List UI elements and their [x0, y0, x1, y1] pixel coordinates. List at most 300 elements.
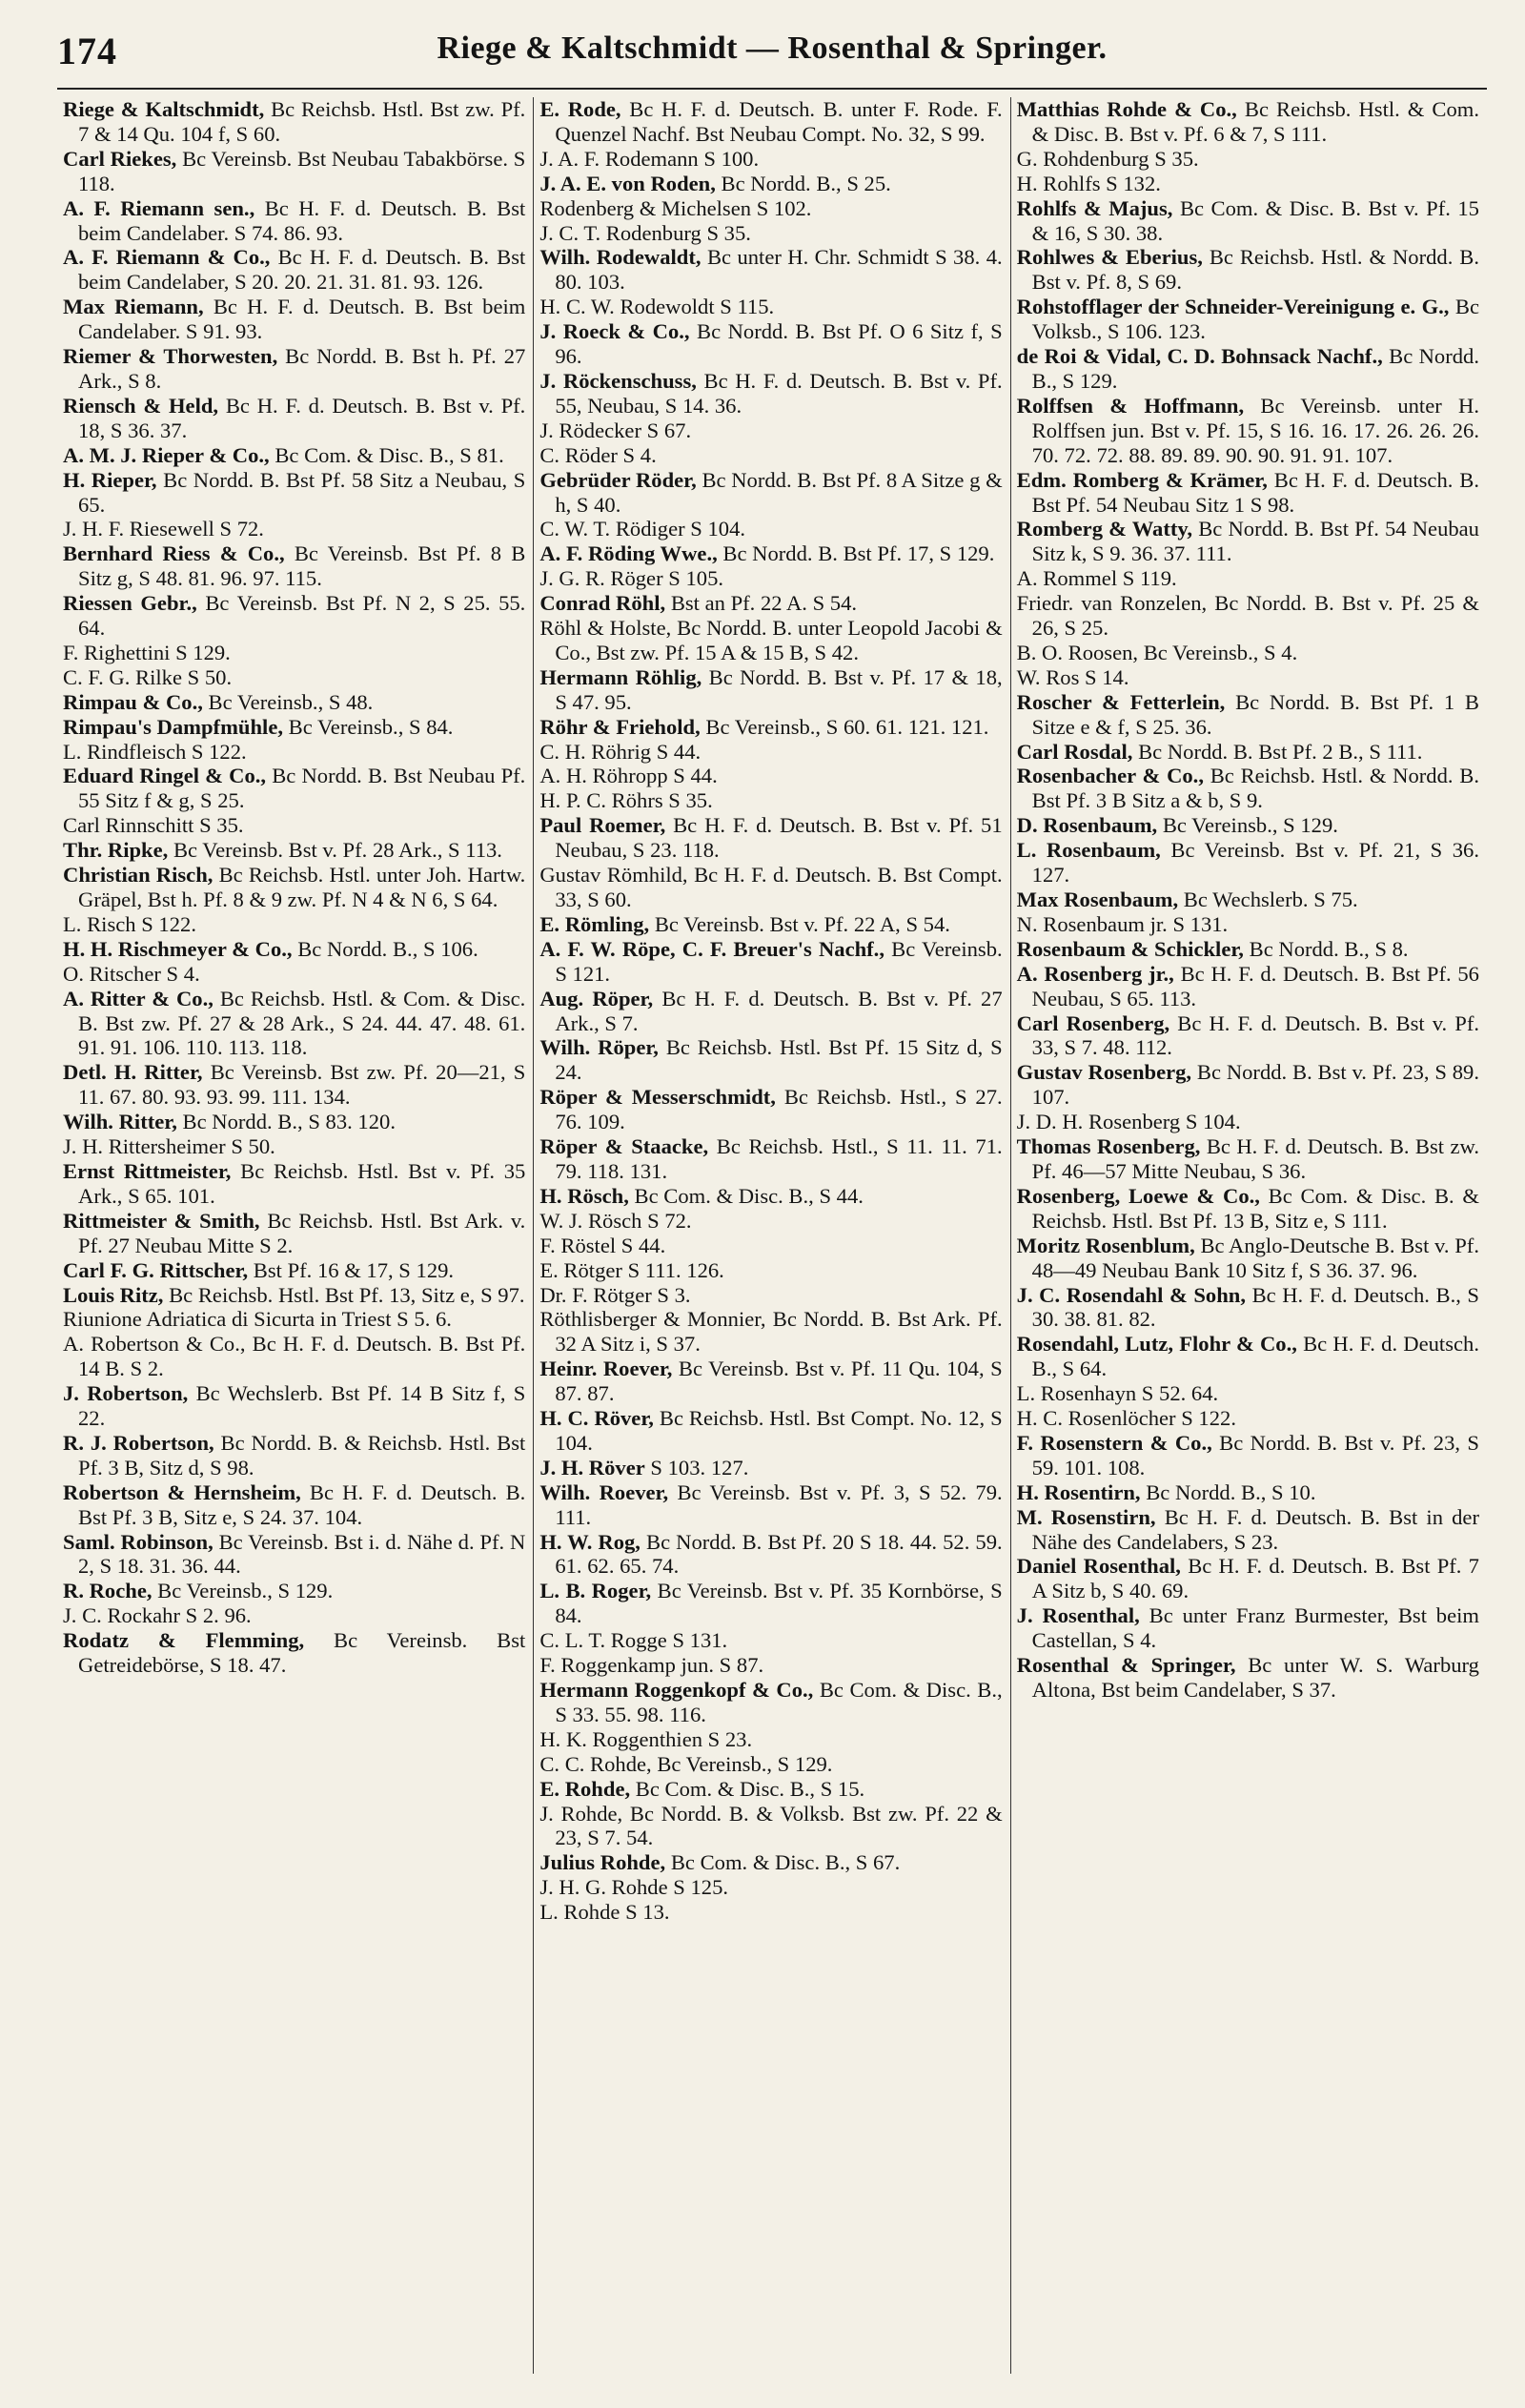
entry-name: Riensch & Held,	[63, 393, 219, 418]
entry-name: H. Rösch,	[539, 1183, 629, 1208]
entry-name: Ernst Rittmeister,	[63, 1158, 232, 1183]
directory-entry	[63, 295, 525, 344]
directory-entry	[539, 541, 1002, 566]
entry-text: Bc Nordd. B. Bst Pf. 58 Sitz a Neubau, S 65.	[78, 467, 526, 517]
entry-name: E. Römling,	[539, 911, 650, 936]
entry-text: J. G. R. Röger S 105.	[539, 566, 724, 591]
entry-name: Rimpau & Co.,	[63, 689, 203, 714]
directory-entry	[539, 1258, 1002, 1283]
directory-entry	[539, 1530, 1002, 1580]
entry-name: J. Roeck & Co.,	[539, 319, 690, 344]
directory-entry	[539, 1406, 1002, 1456]
entry-name: L. B. Roger,	[539, 1579, 652, 1603]
entry-name: A. M. J. Rieper & Co.,	[63, 442, 270, 467]
entry-name: Christian Risch,	[63, 863, 214, 888]
directory-entry	[539, 1875, 1002, 1900]
entry-text: H. Rohlfs S 132.	[1016, 171, 1161, 195]
entry-text: Bc Nordd. B. Bst v. Pf. 17 & 18, S 47. 95.	[555, 664, 1003, 714]
entry-text: Bc Vereinsb., S 129.	[157, 1579, 334, 1603]
entry-text: Bc Reichsb. Hstl. unter Joh. Hartw. Gräpel, Bst h. Pf. 8 & 9 zw. Pf. N 4 & N 6, S 64.	[78, 863, 526, 911]
entry-name: Rodatz & Flemming,	[63, 1628, 305, 1653]
entry-text: Bc Nordd. B. Bst Pf. O 6 Sitz f, S 96.	[555, 319, 1003, 369]
directory-entry	[63, 1480, 525, 1530]
directory-entry	[63, 1603, 525, 1628]
directory-entry	[1017, 1283, 1479, 1333]
directory-entry	[539, 517, 1002, 541]
entry-name: A. Ritter & Co.,	[63, 986, 214, 1010]
entry-text: C. C. Rohde, Bc Vereinsb., S 129.	[539, 1751, 833, 1776]
directory-entry	[1017, 394, 1479, 468]
directory-entry	[539, 616, 1002, 665]
entry-text: Bc H. F. d. Deutsch. B. Bst beim Candelaber, S 20. 20. 21. 31. 81. 93. 126.	[78, 245, 526, 295]
entry-text: Bc Nordd. B. & Reichsb. Hstl. Bst Pf. 3 B, Sitz d, S 98.	[78, 1430, 526, 1479]
entry-name: Julius Rohde,	[539, 1850, 666, 1875]
entry-text: Rodenberg & Michelsen S 102.	[539, 195, 812, 220]
entry-text: Bc Wechslerb. S 75.	[1183, 888, 1358, 911]
entry-text: J. A. F. Rodemann S 100.	[539, 146, 760, 171]
entry-text: Bc Vereinsb. Bst zw. Pf. 20—21, S 11. 67. 80. 93. 93. 99. 111. 134.	[78, 1060, 526, 1110]
entry-name: Carl Rosdal,	[1016, 739, 1133, 764]
entry-name: Thomas Rosenberg,	[1016, 1134, 1201, 1159]
entry-name: Gustav Rosenberg,	[1016, 1060, 1192, 1085]
directory-entry	[1017, 690, 1479, 740]
entry-text: L. Rohde S 13.	[539, 1900, 670, 1925]
directory-entry	[1017, 1110, 1479, 1134]
entry-text: J. Rödecker S 67.	[539, 418, 692, 442]
directory-entry	[539, 1283, 1002, 1308]
entry-text: Bc Vereinsb. Bst Getreidebörse, S 18. 47.	[78, 1628, 526, 1678]
directory-entry	[1017, 172, 1479, 196]
entry-text: Bc Nordd. B., S 129.	[1031, 344, 1479, 393]
directory-entry	[1017, 813, 1479, 838]
entry-name: Bernhard Riess & Co.,	[63, 541, 285, 566]
entry-text: Bc H. F. d. Deutsch. B. Bst Pf. 56 Neubau, S 65. 113.	[1031, 961, 1479, 1010]
directory-entry	[1017, 912, 1479, 937]
entry-text: Carl Rinnschitt S 35.	[63, 813, 244, 838]
entry-name: Paul Roemer,	[539, 813, 666, 838]
directory-entry	[1017, 1332, 1479, 1381]
entry-name: Aug. Röper,	[539, 986, 654, 1010]
directory-entry	[1017, 1653, 1479, 1703]
entry-text: E. Rötger S 111. 126.	[539, 1257, 724, 1282]
directory-entry	[1017, 1060, 1479, 1110]
directory-entry	[63, 1258, 525, 1283]
directory-entry	[63, 1159, 525, 1209]
directory-entry	[63, 1431, 525, 1480]
directory-entry	[1017, 888, 1479, 912]
entry-text: Bc H. F. d. Deutsch. B. Bst v. Pf. 33, S 7. 48. 112.	[1031, 1010, 1479, 1060]
directory-entry	[63, 690, 525, 715]
entry-name: F. Rosenstern & Co.,	[1016, 1430, 1212, 1455]
entry-text: H. K. Roggenthien S 23.	[539, 1726, 753, 1751]
directory-entry	[1017, 1406, 1479, 1431]
entry-text: Bc Com. & Disc. B. & Reichsb. Hstl. Bst Pf. 13 B, Sitz e, S 111.	[1031, 1183, 1479, 1233]
entry-text: Bc Reichsb. Hstl. Bst v. Pf. 35 Ark., S 65. 101.	[78, 1158, 526, 1208]
entry-text: Bc H. F. d. Deutsch. B. Bst v. Pf. 51 Neubau, S 23. 118.	[555, 813, 1003, 863]
entry-name: Wilh. Rodewaldt,	[539, 245, 702, 270]
entry-name: Conrad Röhl,	[539, 591, 666, 616]
directory-entry	[1017, 740, 1479, 765]
directory-entry	[63, 962, 525, 987]
entry-text: Bc H. F. d. Deutsch. B. Bst v. Pf. 55, Neubau, S 14. 36.	[555, 368, 1003, 418]
directory-entry	[539, 1653, 1002, 1678]
entry-name: Rohstofflager der Schneider-Vereinigung e. G.,	[1016, 295, 1450, 319]
entry-text: Bc H. F. d. Deutsch. B., S 30. 38. 81. 82.	[1031, 1282, 1479, 1332]
entry-text: Bc Vereinsb. unter H. Rolffsen jun. Bst v. Pf. 15, S 16. 16. 17. 26. 26. 26. 70. 72. 72. 88. 89. 89. 90. 90. 91. 91. 107.	[1031, 393, 1479, 467]
entry-text: Bc Nordd. B., S 25.	[721, 171, 891, 195]
entry-text: Bc H. F. d. Deutsch. B., S 64.	[1031, 1332, 1479, 1381]
entry-name: Heinr. Roever,	[539, 1357, 673, 1381]
entry-text: C. L. T. Rogge S 131.	[539, 1628, 728, 1653]
entry-text: Bc Nordd. B. Bst Pf. 17, S 129.	[722, 541, 995, 566]
entry-text: Bc Vereinsb., S 84.	[288, 714, 454, 739]
directory-entry	[539, 1085, 1002, 1134]
page-header	[57, 21, 1487, 78]
entry-name: J. H. Röver	[539, 1455, 645, 1479]
entry-name: Max Rosenbaum,	[1016, 888, 1179, 911]
entry-text: Bc Vereinsb. Bst Neubau Tabakbörse. S 118.	[78, 146, 526, 195]
entry-text: Bc Nordd. B. Bst v. Pf. 23, S 59. 101. 108.	[1031, 1430, 1479, 1479]
entry-name: Daniel Rosenthal,	[1016, 1554, 1181, 1579]
entry-text: Bc Vereinsb. Bst Pf. 8 B Sitz g, S 48. 81. 96. 97. 115.	[78, 541, 526, 591]
directory-entry	[539, 1480, 1002, 1530]
entry-text: Bc Nordd. B., S 83. 120.	[182, 1110, 396, 1134]
columns	[57, 97, 1487, 2374]
entry-text: Bc Vereinsb. Bst v. Pf. 3, S 52. 79. 111.	[555, 1479, 1003, 1529]
directory-entry	[63, 443, 525, 468]
directory-entry	[63, 1628, 525, 1678]
directory-entry	[63, 1134, 525, 1159]
entry-text: Bc Reichsb. Hstl. & Nordd. B. Bst Pf. 3 B Sitz a & b, S 9.	[1031, 764, 1479, 813]
entry-name: Carl Riekes,	[63, 146, 177, 171]
column-2	[533, 97, 1009, 2374]
directory-entry	[539, 418, 1002, 443]
entry-name: Röper & Staacke,	[539, 1134, 709, 1159]
entry-text: Riunione Adriatica di Sicurta in Triest S 5. 6.	[63, 1307, 452, 1332]
directory-entry	[63, 1307, 525, 1332]
entry-name: Wilh. Ritter,	[63, 1110, 177, 1134]
entry-name: Rohlfs & Majus,	[1016, 195, 1173, 220]
entry-text: Bc Reichsb. Hstl. & Com. & Disc. B. Bst v. Pf. 6 & 7, S 111.	[1031, 97, 1479, 146]
directory-entry	[1017, 468, 1479, 518]
entry-text: S 103. 127.	[650, 1455, 749, 1479]
entry-name: E. Rohde,	[539, 1776, 631, 1801]
entry-name: de Roi & Vidal, C. D. Bohnsack Nachf.,	[1016, 344, 1383, 369]
entry-name: D. Rosenbaum,	[1016, 813, 1158, 838]
directory-entry	[539, 740, 1002, 765]
directory-entry	[539, 1184, 1002, 1209]
directory-entry	[539, 1850, 1002, 1875]
directory-entry	[1017, 1234, 1479, 1283]
entry-text: Bst an Pf. 22 A. S 54.	[670, 591, 858, 616]
directory-entry	[63, 147, 525, 196]
entry-name: A. F. Riemann & Co.,	[63, 245, 271, 270]
entry-text: F. Righettini S 129.	[63, 640, 231, 664]
entry-text: Friedr. van Ronzelen, Bc Nordd. B. Bst v. Pf. 25 & 26, S 25.	[1016, 591, 1479, 641]
entry-text: J. C. T. Rodenburg S 35.	[539, 220, 751, 245]
directory-entry	[63, 764, 525, 813]
directory-entry	[539, 1777, 1002, 1802]
entry-name: Eduard Ringel & Co.,	[63, 764, 267, 788]
directory-entry	[1017, 295, 1479, 344]
entry-text: Bc H. F. d. Deutsch. B. unter F. Rode. F. Quenzel Nachf. Bst Neubau Compt. No. 32, S 99.	[555, 97, 1003, 146]
directory-entry	[539, 987, 1002, 1036]
directory-entry	[1017, 838, 1479, 888]
directory-entry	[539, 221, 1002, 246]
entry-text: Bc Com. & Disc. B., S 15.	[635, 1776, 865, 1801]
running-title: Riege & Kaltschmidt — Rosenthal & Springer.	[437, 31, 1108, 66]
entry-name: Detl. H. Ritter,	[63, 1060, 203, 1085]
directory-entry	[63, 987, 525, 1061]
entry-text: J. Rohde, Bc Nordd. B. & Volksb. Bst zw. Pf. 22 & 23, S 7. 54.	[539, 1801, 1003, 1850]
entry-text: J. C. Rockahr S 2. 96.	[63, 1603, 252, 1628]
entry-text: W. Ros S 14.	[1016, 664, 1129, 689]
entry-text: Bc Volksb., S 106. 123.	[1031, 295, 1479, 344]
entry-text: Bc H. F. d. Deutsch. B. Bst v. Pf. 27 Ark., S 7.	[555, 986, 1003, 1035]
directory-entry	[1017, 641, 1479, 665]
entry-text: Gustav Römhild, Bc H. F. d. Deutsch. B. Bst Compt. 33, S 60.	[539, 863, 1003, 911]
directory-entry	[539, 245, 1002, 295]
entry-name: Wilh. Röper,	[539, 1035, 659, 1060]
directory-entry	[1017, 566, 1479, 591]
directory-entry	[539, 468, 1002, 518]
directory-entry	[539, 147, 1002, 172]
entry-text: Bc Com. & Disc. B., S 33. 55. 98. 116.	[555, 1678, 1003, 1726]
entry-text: C. H. Röhrig S 44.	[539, 739, 702, 764]
entry-name: H. Rieper,	[63, 467, 157, 492]
entry-name: Rosendahl, Lutz, Flohr & Co.,	[1016, 1332, 1297, 1357]
directory-entry	[539, 937, 1002, 987]
entry-name: Hermann Roggenkopf & Co.,	[539, 1678, 814, 1702]
entry-text: Bc unter H. Chr. Schmidt S 38. 4. 80. 103.	[555, 245, 1003, 295]
entry-text: C. Röder S 4.	[539, 442, 657, 467]
directory-entry	[63, 1060, 525, 1110]
entry-text: J. D. H. Rosenberg S 104.	[1016, 1110, 1241, 1134]
directory-entry	[539, 1579, 1002, 1628]
entry-text: Bc Vereinsb., S 129.	[1162, 813, 1338, 838]
entry-name: H. H. Rischmeyer & Co.,	[63, 936, 293, 961]
directory-entry	[63, 468, 525, 518]
entry-name: R. J. Robertson,	[63, 1430, 214, 1455]
directory-entry	[63, 245, 525, 295]
entry-name: Rosenthal & Springer,	[1016, 1653, 1236, 1678]
entry-text: J. H. F. Riesewell S 72.	[63, 517, 264, 541]
directory-entry	[539, 319, 1002, 369]
entry-text: B. O. Roosen, Bc Vereinsb., S 4.	[1016, 640, 1298, 664]
entry-text: Bc Nordd. B. Bst Pf. 2 B., S 111.	[1138, 739, 1423, 764]
entry-name: Saml. Robinson,	[63, 1529, 214, 1554]
entry-text: Bc H. F. d. Deutsch. B. Bst zw. Pf. 46—57 Mitte Neubau, S 36.	[1031, 1134, 1479, 1183]
entry-text: J. H. G. Rohde S 125.	[539, 1875, 729, 1900]
entry-text: Röthlisberger & Monnier, Bc Nordd. B. Bst Ark. Pf. 32 A Sitz i, S 37.	[539, 1307, 1003, 1357]
entry-text: A. Rommel S 119.	[1016, 566, 1177, 591]
entry-text: W. J. Rösch S 72.	[539, 1208, 692, 1233]
entry-text: Bc Reichsb. Hstl. & Nordd. B. Bst v. Pf. 8, S 69.	[1031, 245, 1479, 295]
directory-entry	[1017, 1184, 1479, 1234]
entry-text: Bc Reichsb. Hstl. Bst Pf. 15 Sitz d, S 24.	[555, 1035, 1003, 1085]
directory-entry	[1017, 1011, 1479, 1061]
entry-text: Bc H. F. d. Deutsch. B. Bst beim Candelaber. S 74. 86. 93.	[78, 195, 526, 245]
entry-name: Röhr & Friehold,	[539, 714, 701, 739]
directory-entry	[63, 1381, 525, 1431]
entry-text: C. W. T. Rödiger S 104.	[539, 517, 746, 541]
directory-entry	[1017, 1134, 1479, 1184]
entry-text: Dr. F. Rötger S 3.	[539, 1282, 691, 1307]
entry-name: Röper & Messerschmidt,	[539, 1085, 776, 1110]
entry-name: Rosenberg, Loewe & Co.,	[1016, 1183, 1260, 1208]
directory-entry	[63, 641, 525, 665]
entry-name: M. Rosenstirn,	[1016, 1504, 1156, 1529]
directory-entry	[1017, 1505, 1479, 1555]
directory-entry	[539, 1678, 1002, 1727]
entry-name: Carl F. G. Rittscher,	[63, 1257, 249, 1282]
entry-name: A. F. W. Röpe, C. F. Breuer's Nachf.,	[539, 936, 884, 961]
entry-text: Bc Nordd. B. Bst Pf. 8 A Sitze g & h, S 40.	[555, 467, 1003, 517]
entry-text: Bc Vereinsb. Bst v. Pf. 11 Qu. 104, S 87. 87.	[555, 1357, 1003, 1406]
entry-text: Bc H. F. d. Deutsch. B. Bst Pf. 7 A Sitz b, S 40. 69.	[1031, 1554, 1479, 1603]
entry-text: Bc Com. & Disc. B. Bst v. Pf. 15 & 16, S 30. 38.	[1031, 195, 1479, 245]
entry-text: Bc Reichsb. Hstl. Bst Compt. No. 12, S 104.	[555, 1406, 1003, 1455]
entry-text: Bc Nordd. B. Bst Neubau Pf. 55 Sitz f & g, S 25.	[78, 764, 526, 813]
directory-entry	[63, 715, 525, 740]
entry-name: Moritz Rosenblum,	[1016, 1233, 1195, 1257]
entry-name: Riege & Kaltschmidt,	[63, 97, 265, 121]
directory-entry	[1017, 196, 1479, 246]
directory-entry	[1017, 1480, 1479, 1505]
directory-entry	[539, 443, 1002, 468]
directory-entry	[539, 863, 1002, 912]
entry-name: J. Robertson,	[63, 1381, 189, 1406]
directory-entry	[63, 591, 525, 641]
entry-name: Rosenbaum & Schickler,	[1016, 936, 1244, 961]
entry-name: Roscher & Fetterlein,	[1016, 689, 1226, 714]
directory-entry	[63, 196, 525, 246]
entry-text: Bc unter Franz Burmester, Bst beim Castellan, S 4.	[1031, 1603, 1479, 1653]
directory-entry	[539, 196, 1002, 221]
entry-name: Max Riemann,	[63, 295, 204, 319]
directory-entry	[63, 97, 525, 147]
entry-name: Rimpau's Dampfmühle,	[63, 714, 283, 739]
entry-text: Bc Nordd. B. Bst v. Pf. 23, S 89. 107.	[1031, 1060, 1479, 1110]
directory-entry	[1017, 245, 1479, 295]
directory-entry	[63, 541, 525, 591]
entry-text: H. P. C. Röhrs S 35.	[539, 788, 713, 813]
entry-name: Rohlwes & Eberius,	[1016, 245, 1203, 270]
entry-text: Bc Reichsb. Hstl. Bst Pf. 13, Sitz e, S 97.	[169, 1282, 525, 1307]
entry-text: F. Roggenkamp jun. S 87.	[539, 1653, 764, 1678]
directory-entry	[539, 1234, 1002, 1258]
entry-name: Matthias Rohde & Co.,	[1016, 97, 1237, 121]
directory-entry	[539, 591, 1002, 616]
entry-text: Bc Vereinsb. Bst v. Pf. 28 Ark., S 113.	[173, 838, 502, 863]
directory-entry	[63, 813, 525, 838]
entry-name: Romberg & Watty,	[1016, 517, 1193, 541]
entry-text: Bc Com. & Disc. B., S 44.	[634, 1183, 864, 1208]
entry-name: Rittmeister & Smith,	[63, 1208, 260, 1233]
entry-text: Bc Vereinsb. S 121.	[555, 936, 1003, 986]
directory-entry	[539, 1900, 1002, 1925]
directory-entry	[539, 97, 1002, 147]
directory-entry	[1017, 764, 1479, 813]
entry-text: Bc Vereinsb. Bst i. d. Nähe d. Pf. N 2, S 18. 31. 36. 44.	[78, 1529, 526, 1579]
entry-name: Gebrüder Röder,	[539, 467, 697, 492]
entry-text: G. Rohdenburg S 35.	[1016, 146, 1199, 171]
directory-entry	[539, 912, 1002, 937]
entry-name: H. W. Rog,	[539, 1529, 640, 1554]
directory-entry	[1017, 517, 1479, 566]
directory-entry	[1017, 147, 1479, 172]
directory-entry	[539, 1035, 1002, 1085]
directory-entry	[539, 566, 1002, 591]
entry-text: Bc Reichsb. Hstl., S 27. 76. 109.	[555, 1085, 1003, 1134]
entry-text: F. Röstel S 44.	[539, 1233, 666, 1257]
directory-entry	[539, 1357, 1002, 1406]
entry-text: Bc Nordd. B. Bst Pf. 54 Neubau Sitz k, S 9. 36. 37. 111.	[1031, 517, 1479, 566]
entry-name: Edm. Romberg & Krämer,	[1016, 467, 1268, 492]
entry-text: Bc Nordd. B. Bst Pf. 20 S 18. 44. 52. 59. 61. 62. 65. 74.	[555, 1529, 1003, 1579]
directory-entry	[63, 394, 525, 443]
entry-text: Bc Reichsb. Hstl. Bst Ark. v. Pf. 27 Neubau Mitte S 2.	[78, 1208, 526, 1257]
entry-text: Bc Nordd. B., S 106.	[297, 936, 478, 961]
entry-name: Wilh. Roever,	[539, 1479, 669, 1504]
entry-text: Bc Vereinsb. Bst v. Pf. 22 A, S 54.	[654, 911, 950, 936]
entry-text: A. H. Röhropp S 44.	[539, 764, 718, 788]
column-3	[1010, 97, 1487, 2374]
entry-name: Thr. Ripke,	[63, 838, 169, 863]
entry-text: Bc Vereinsb. Bst v. Pf. 35 Kornbörse, S 84.	[555, 1579, 1003, 1628]
directory-entry	[539, 788, 1002, 813]
entry-name: Robertson & Hernsheim,	[63, 1479, 301, 1504]
directory-entry	[539, 295, 1002, 319]
directory-entry	[539, 172, 1002, 196]
entry-text: Bc H. F. d. Deutsch. B. Bst v. Pf. 18, S 36. 37.	[78, 393, 526, 442]
directory-entry	[539, 813, 1002, 863]
entry-text: H. C. Rosenlöcher S 122.	[1016, 1406, 1236, 1431]
entry-text: Bc Nordd. B., S 8.	[1249, 936, 1409, 961]
directory-entry	[1017, 1603, 1479, 1653]
entry-text: O. Ritscher S 4.	[63, 961, 200, 986]
directory-entry	[63, 344, 525, 394]
directory-entry	[539, 1134, 1002, 1184]
entry-name: E. Rode,	[539, 97, 621, 121]
directory-entry	[539, 764, 1002, 788]
directory-entry	[539, 665, 1002, 715]
directory-entry	[539, 1802, 1002, 1851]
directory-entry	[1017, 1554, 1479, 1603]
entry-text: Bc Nordd. B., S 10.	[1146, 1479, 1316, 1504]
directory-entry	[539, 1209, 1002, 1234]
entry-name: Rosenbacher & Co.,	[1016, 764, 1204, 788]
directory-entry	[539, 1456, 1002, 1480]
directory-entry	[1017, 1431, 1479, 1480]
entry-text: C. F. G. Rilke S 50.	[63, 664, 233, 689]
entry-text: Bc H. F. d. Deutsch. B. Bst beim Candelaber. S 91. 93.	[78, 295, 526, 344]
entry-name: A. F. Röding Wwe.,	[539, 541, 718, 566]
entry-text: Bc Com. & Disc. B., S 67.	[670, 1850, 901, 1875]
entry-text: A. Robertson & Co., Bc H. F. d. Deutsch. B. Bst Pf. 14 B. S 2.	[63, 1332, 526, 1381]
entry-text: Bst Pf. 16 & 17, S 129.	[253, 1257, 455, 1282]
directory-entry	[63, 1283, 525, 1308]
entry-text: H. C. W. Rodewoldt S 115.	[539, 295, 775, 319]
entry-name: Carl Rosenberg,	[1016, 1010, 1170, 1035]
entry-name: Riemer & Thorwesten,	[63, 344, 278, 369]
entry-text: Bc Reichsb. Hstl. & Com. & Disc. B. Bst zw. Pf. 27 & 28 Ark., S 24. 44. 47. 48. 61. 91. 91. 106. 110. 113. 118.	[78, 986, 526, 1060]
directory-entry	[1017, 937, 1479, 962]
entry-text: Bc Vereinsb. Bst v. Pf. 21, S 36. 127.	[1031, 838, 1479, 888]
directory-entry	[539, 1727, 1002, 1752]
directory-entry	[1017, 591, 1479, 641]
directory-entry	[539, 1752, 1002, 1777]
